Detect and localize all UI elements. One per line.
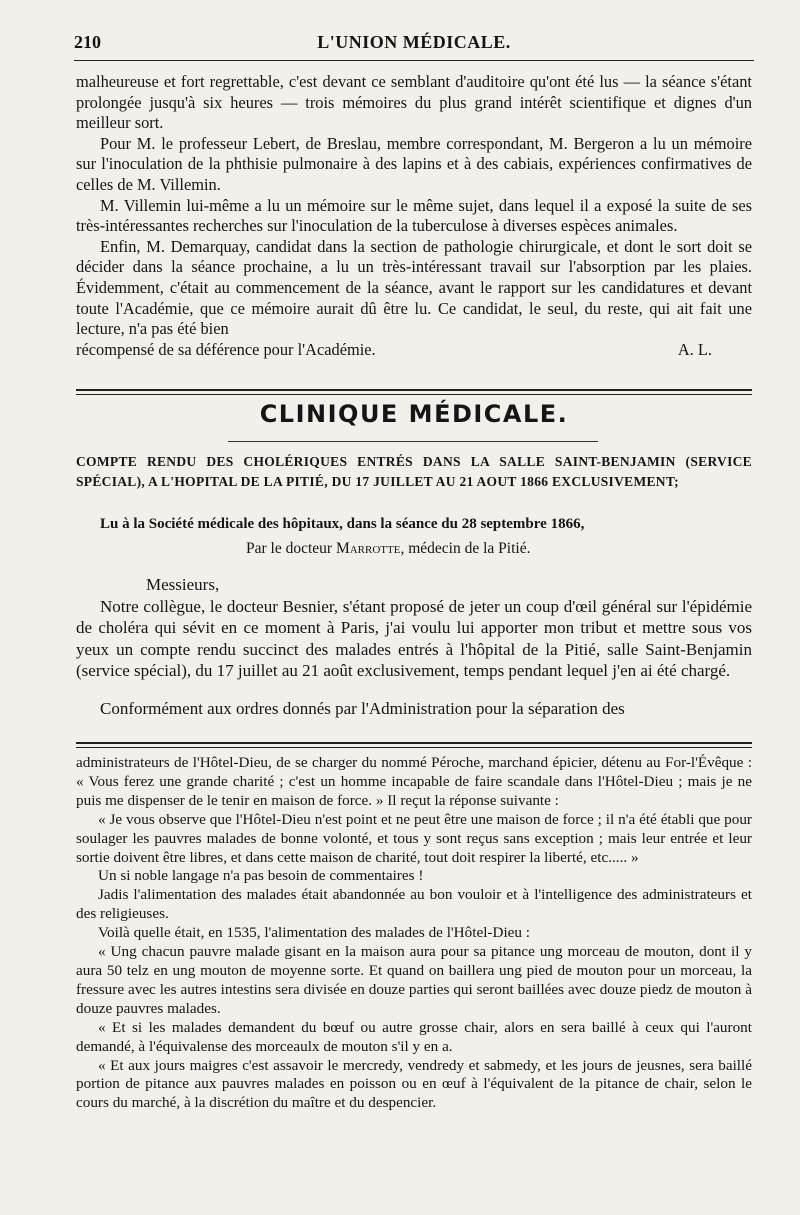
salutation: Messieurs, bbox=[146, 575, 220, 594]
signature: A. L. bbox=[677, 339, 712, 359]
section-title: CLINIQUE MÉDICALE. bbox=[259, 400, 569, 428]
reading-note: Lu à la Société médicale des hôpitaux, dans la séance du 28 septembre 1866, bbox=[100, 516, 585, 532]
author-line bbox=[246, 540, 746, 558]
paragraph: « Ung chacun pauvre malade gisant en la maison aura pour sa pitance ung morceau de mouton, dont il y aura 50 telz en ung mouton de moyenne sorte. Et quand on baillera ung pied de mouton pour un morceau, la fressure avec les autres intestins sera divisée en douze parties qui seront baillées avec douze piedz de mouton à douze pauvres malades. bbox=[76, 943, 752, 1017]
paragraph: Un si noble langage n'a pas besoin de commentaires ! bbox=[98, 867, 424, 885]
author-prefix: Par le docteur bbox=[246, 540, 336, 557]
closing-text: récompensé de sa déférence pour l'Académie. bbox=[76, 339, 376, 359]
paragraph: Enfin, M. Demarquay, candidat dans la section de pathologie chirurgicale, et dont le sort doit se décider dans la séance prochaine, a lu un très-intéressant travail sur l'absorption par les plaies. Évidemment, c'était au commencement de la séance, avant le rapport sur les candidatures et devant toute l'Académie, que ce mémoire aurait dû être lu. Ce candidat, le seul, du reste, qui ait fait une lecture, n'a pas été bien bbox=[76, 236, 752, 339]
paragraph: Conformément aux ordres donnés par l'Administration pour la séparation des bbox=[100, 698, 625, 718]
running-head bbox=[74, 30, 754, 58]
paragraph: administrateurs de l'Hôtel-Dieu, de se charger du nommé Péroche, marchand épicier, détenu au For-l'Évêque : « Vous ferez une grande charité ; c'est un homme incapable de faire scandale dans l'Hôtel-Dieu ; mais je ne puis me dispenser de le tenir en maison de force. » Il reçut la réponse suivante : bbox=[76, 754, 752, 809]
paragraph: M. Villemin lui-même a lu un mémoire sur le même sujet, dans lequel il a exposé la suite de ses très-intéressantes recherches sur l'inoculation de la tuberculose à diverses espèces animales. bbox=[76, 195, 752, 236]
paragraph: Voilà quelle était, en 1535, l'alimentation des malades de l'Hôtel-Dieu : bbox=[98, 924, 531, 942]
paragraph: Notre collègue, le docteur Besnier, s'étant proposé de jeter un coup d'œil général sur l'épidémie de choléra qui sévit en ce moment à Paris, j'ai voulu lui apporter mon tribut et mettre sous vos yeux un compte rendu succinct des malades entrés à l'hôpital de la Pitié, salle Saint-Benjamin (service spécial), du 17 juillet au 21 août exclusivement, temps pendant lequel j'en ai été chargé. bbox=[76, 596, 752, 681]
paragraph: malheureuse et fort regrettable, c'est devant ce semblant d'auditoire qu'ont été lus — la séance s'étant prolongée jusqu'à six heures — trois mémoires du plus grand intérêt scientifique et dignes d'un meilleur sort. bbox=[76, 72, 752, 133]
paragraph: Pour M. le professeur Lebert, de Breslau, membre correspondant, M. Bergeron a lu un mémoire sur l'inoculation de la phthisie pulmonaire à des lapins et à des cabiais, expériences confirmatives de celles de M. Villemin. bbox=[76, 133, 752, 194]
report-heading: COMPTE RENDU DES CHOLÉRIQUES ENTRÉS DANS LA SALLE SAINT-BENJAMIN (SERVICE SPÉCIAL), A L'HOPITAL DE LA PITIÉ, DU 17 JUILLET AU 21 AOUT 1866 EXCLUSIVEMENT; bbox=[76, 454, 752, 489]
feuilleton-text bbox=[76, 754, 752, 1113]
author-suffix: , médecin de la Pitié. bbox=[400, 540, 531, 557]
header-rule bbox=[74, 60, 754, 61]
paragraph: « Je vous observe que l'Hôtel-Dieu n'est point et ne peut être une maison de force ; il n'a été établi que pour soulager les pauvres malades de bonne volonté, et tous y sont reçus sans exception ; mais leur entrée et leur sortie doivent être libres, et dans cette maison de charité, tout doit respirer la liberté, etc..... » bbox=[76, 810, 752, 866]
author-name: Marrotte bbox=[335, 540, 401, 557]
paragraph: « Et si les malades demandent du bœuf ou autre grosse chair, alors en sera baillé à ceux qui l'auront demandé, à l'équivalense des morceaulx de mouton s'il y en a. bbox=[76, 1018, 752, 1055]
section-divider bbox=[76, 389, 752, 395]
article-body bbox=[76, 574, 752, 720]
title-underline bbox=[228, 441, 598, 442]
previous-article-text bbox=[76, 72, 752, 360]
paragraph: « Et aux jours maigres c'est assavoir le mercredy, vendredy et sabmedy, et les jours de jeusnes, sera baillé portion de pitance aux pauvres malades en poisson ou en œuf à l'équivalent de la pitance de chair, selon le cours du marché, à la discrétion du maître et du despencier. bbox=[76, 1056, 752, 1112]
paragraph: Jadis l'alimentation des malades était abandonnée au bon vouloir et à l'intelligence des administrateurs et des religieuses. bbox=[76, 886, 752, 923]
journal-title: L'UNION MÉDICALE. bbox=[317, 32, 511, 52]
closing-line bbox=[76, 340, 752, 361]
page-number: 210 bbox=[74, 32, 101, 52]
feuilleton-divider bbox=[76, 742, 752, 748]
